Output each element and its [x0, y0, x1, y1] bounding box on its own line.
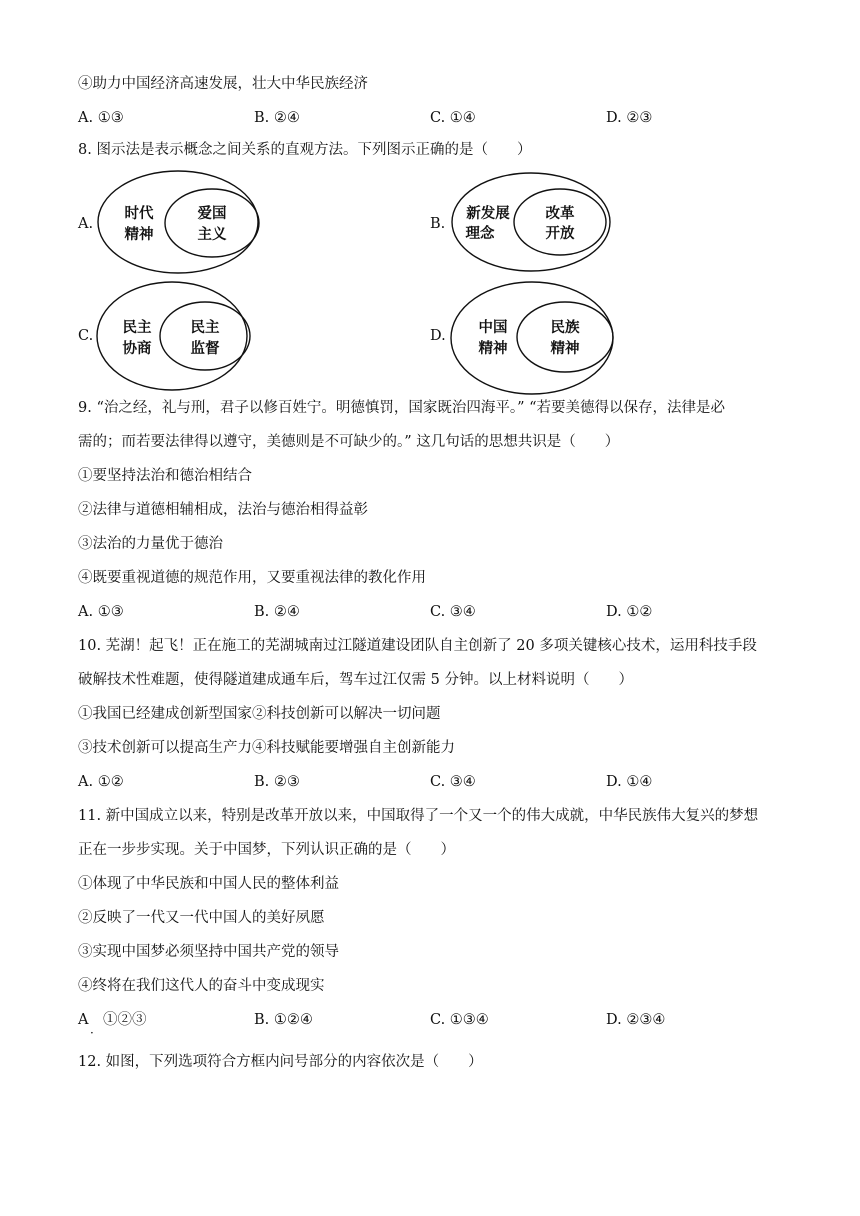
q11-item-1: ①体现了中华民族和中国人民的整体利益: [78, 876, 339, 892]
q11-item-2: ②反映了一代又一代中国人的美好夙愿: [78, 910, 325, 926]
q8-diagram-a: [96, 168, 266, 276]
q10-items-3-4: ③技术创新可以提高生产力④科技赋能要增强自主创新能力: [78, 740, 455, 756]
q10-stem-line2: 破解技术性难题，使得隧道建成通车后，驾车过江仅需 5 分钟。以上材料说明（ ）: [78, 672, 633, 688]
q10-items-1-2: ①我国已经建成创新型国家②科技创新可以解决一切问题: [78, 706, 441, 722]
q7-option-c: C. ①④: [430, 110, 476, 126]
q8-diagram-d-outer-line2: 精神: [478, 341, 508, 357]
q7-option-a: A. ①③: [78, 110, 124, 126]
q9-item-4: ④既要重视道德的规范作用，又要重视法律的教化作用: [78, 570, 426, 586]
q11-option-c: C. ①③④: [430, 1012, 489, 1028]
q9-stem-line1: 9. “治之经，礼与刑，君子以修百姓宁。明德慎罚，国家既治四海平。” “若要美德得以保存，法律是必: [78, 400, 726, 416]
q8-diagram-c-outer-circle: [97, 282, 247, 390]
q8-diagram-a-outer-line1: 时代: [124, 206, 154, 222]
q10-option-b: B. ②③: [254, 774, 300, 790]
q11-item-4: ④终将在我们这代人的奋斗中变成现实: [78, 978, 325, 994]
q9-option-c: C. ③④: [430, 604, 476, 620]
q8-diagram-d-outer-circle: [451, 282, 613, 394]
q7-option-d: D. ②③: [606, 110, 653, 126]
q8-diagram-c-inner-circle: [160, 302, 250, 370]
q8-diagram-d-outer-line1: 中国: [478, 320, 508, 336]
q9-option-a: A. ①③: [78, 604, 124, 620]
q11-stem-line1: 11. 新中国成立以来，特别是改革开放以来，中国取得了一个又一个的伟大成就，中华民族伟大复兴的梦想: [78, 808, 759, 824]
q8-diagram-b-outer-circle: [452, 173, 610, 271]
q11-item-3: ③实现中国梦必须坚持中国共产党的领导: [78, 944, 339, 960]
q9-item-3: ③法治的力量优于德治: [78, 536, 223, 552]
q8-diagram-c-outer-line2: 协商: [122, 341, 152, 357]
q8-diagram-d-inner-circle: [517, 302, 613, 372]
q7-item-4: ④助力中国经济高速发展，壮大中华民族经济: [78, 76, 368, 92]
q8-diagram-b-inner-line2: 开放: [545, 226, 575, 242]
q8-diagram-b-outer-line2: 理念: [465, 226, 495, 242]
q8-diagram-a-inner-line2: 主义: [197, 227, 227, 243]
q10-option-c: C. ③④: [430, 774, 476, 790]
q8-diagram-a-label: A.: [78, 216, 94, 232]
q10-option-a: A. ①②: [78, 774, 124, 790]
q8-diagram-b-inner-line1: 改革: [545, 206, 575, 222]
q8-diagram-d-inner-line2: 精神: [550, 341, 580, 357]
q8-diagram-b-outer-line1: 新发展: [466, 206, 510, 222]
q10-stem-line1: 10. 芜湖！起飞！正在施工的芜湖城南过江隧道建设团队自主创新了 20 多项关键核心技术，运用科技手段: [78, 638, 757, 654]
q8-diagram-d-label: D.: [430, 328, 446, 344]
q8-diagram-a-outer-line2: 精神: [124, 227, 154, 243]
q9-option-d: D. ①②: [606, 604, 653, 620]
q11-option-a: A ①②③: [78, 1012, 147, 1028]
q8-diagram-c-outer-line1: 民主: [122, 320, 152, 336]
option-a-dot-mark: ·: [90, 1026, 94, 1040]
q12-stem: 12. 如图，下列选项符合方框内问号部分的内容依次是（ ）: [78, 1054, 483, 1070]
q8-diagram-b-inner-circle: [514, 189, 606, 255]
q8-diagram-c-label: C.: [78, 328, 94, 344]
q8-diagram-a-inner-circle: [165, 189, 259, 257]
q8-diagram-c: [96, 280, 256, 392]
q8-diagram-d-inner-line1: 民族: [550, 320, 580, 336]
q8-diagram-a-inner-line1: 爱国: [197, 206, 227, 222]
q8-diagram-c-inner-line2: 监督: [190, 341, 220, 357]
q9-item-1: ①要坚持法治和德治相结合: [78, 468, 252, 484]
q10-option-d: D. ①④: [606, 774, 653, 790]
q9-item-2: ②法律与道德相辅相成，法治与德治相得益彰: [78, 502, 368, 518]
q8-diagram-c-inner-line1: 民主: [190, 320, 220, 336]
q11-option-d: D. ②③④: [606, 1012, 666, 1028]
q8-diagram-d: [450, 280, 618, 396]
q7-option-b: B. ②④: [254, 110, 300, 126]
q8-diagram-b-label: B.: [430, 216, 446, 232]
q8-diagram-a-outer-circle: [98, 171, 258, 273]
q9-stem-line2: 需的；而若要法律得以遵守，美德则是不可缺少的。” 这几句话的思想共识是（ ）: [78, 434, 620, 450]
q8-stem: 8. 图示法是表示概念之间关系的直观方法。下列图示正确的是（ ）: [78, 142, 532, 158]
q11-stem-line2: 正在一步步实现。关于中国梦，下列认识正确的是（ ）: [78, 842, 455, 858]
q9-option-b: B. ②④: [254, 604, 300, 620]
q11-option-b: B. ①②④: [254, 1012, 313, 1028]
q8-diagram-b: [450, 170, 620, 274]
